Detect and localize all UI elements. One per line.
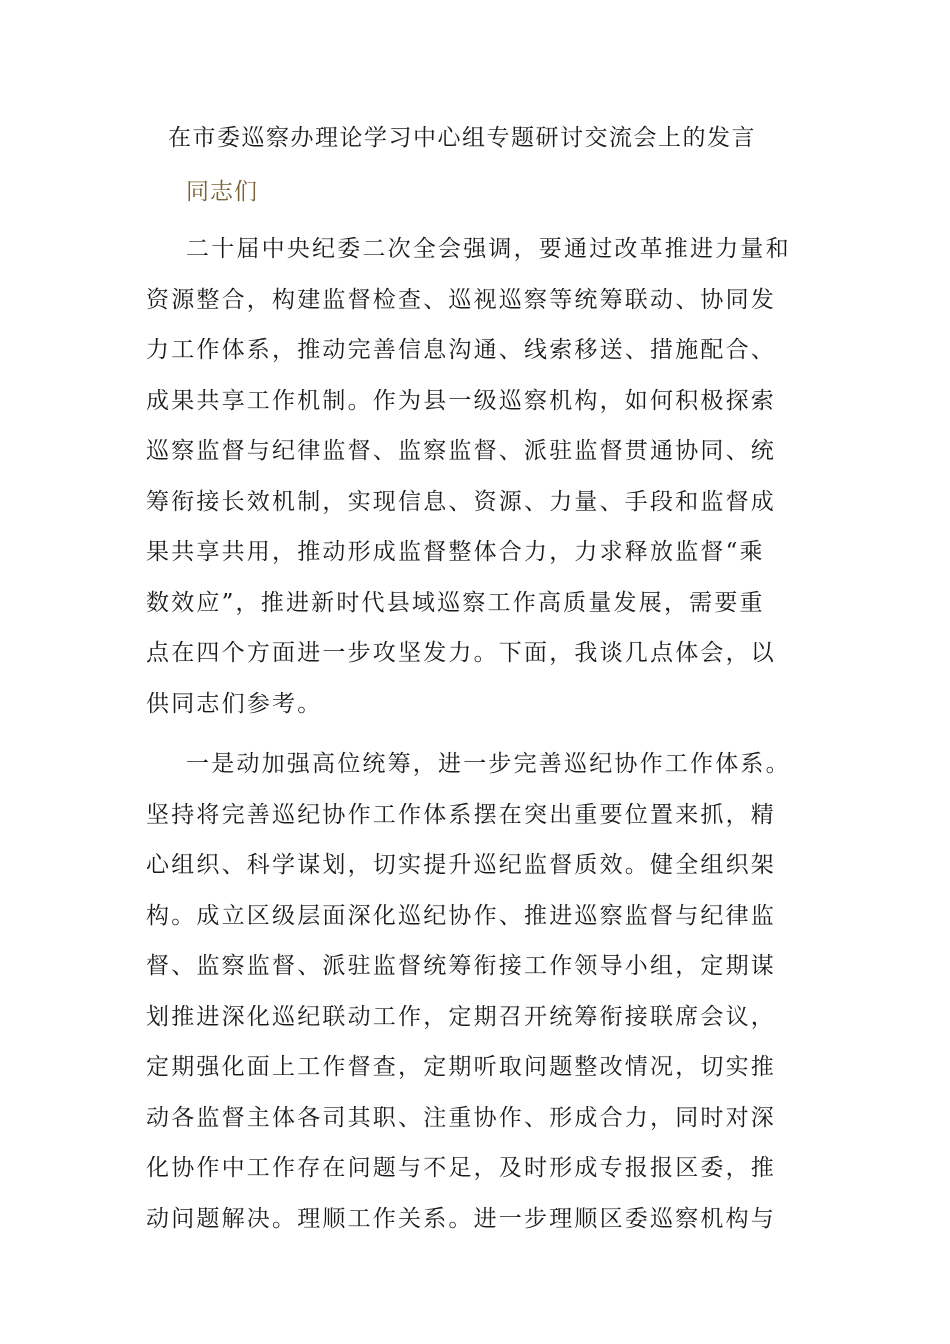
text-line: 心组织、科学谋划，切实提升巡纪监督质效。健全组织架	[146, 852, 776, 878]
text-line: 成果共享工作机制。作为县一级巡察机构，如何积极探索	[146, 387, 776, 414]
document-title: 在市委巡察办理论学习中心组专题研讨交流会上的发言	[168, 125, 756, 151]
text-line: 动问题解决。理顺工作关系。进一步理顺区委巡察机构与	[146, 1205, 776, 1232]
paragraph-spacer	[146, 729, 806, 739]
text-line: 资源整合，构建监督检查、巡视巡察等统筹联动、协同发	[146, 286, 776, 313]
text-line: 督、监察监督、派驻监督统筹衔接工作领导小组，定期谋	[146, 953, 776, 979]
salutation: 同志们	[186, 179, 258, 205]
text-line: 一是动加强高位统筹，进一步完善巡纪协作工作体系。	[186, 751, 791, 777]
text-line: 筹衔接长效机制，实现信息、资源、力量、手段和监督成	[146, 488, 776, 515]
text-line: 构。成立区级层面深化巡纪协作、推进巡察监督与纪律监	[146, 902, 776, 929]
text-line: 果共享共用，推动形成监督整体合力，力求释放监督“乘	[146, 539, 765, 565]
text-line: 动各监督主体各司其职、注重协作、形成合力，同时对深	[146, 1104, 776, 1131]
text-line: 点在四个方面进一步攻坚发力。下面，我谈几点体会，以	[146, 640, 776, 666]
text-line: 巡察监督与纪律监督、监察监督、派驻监督贯通协同、统	[146, 438, 776, 464]
text-line: 划推进深化巡纪联动工作，定期召开统筹衔接联席会议，	[146, 1003, 776, 1030]
paragraph	[146, 224, 806, 729]
text-line: 力工作体系，推动完善信息沟通、线索移送、措施配合、	[146, 337, 776, 363]
text-line: 坚持将完善巡纪协作工作体系摆在突出重要位置来抓，精	[146, 801, 776, 828]
document-body	[146, 224, 806, 1244]
text-line: 化协作中工作存在问题与不足，及时形成专报报区委，推	[146, 1155, 776, 1181]
text-line: 二十届中央纪委二次全会强调，要通过改革推进力量和	[186, 236, 791, 262]
text-line: 数效应”，推进新时代县域巡察工作高质量发展，需要重	[146, 589, 765, 616]
text-line: 定期强化面上工作督查，定期听取问题整改情况，切实推	[146, 1054, 776, 1080]
paragraph	[146, 739, 806, 1244]
text-line: 供同志们参考。	[146, 690, 323, 717]
